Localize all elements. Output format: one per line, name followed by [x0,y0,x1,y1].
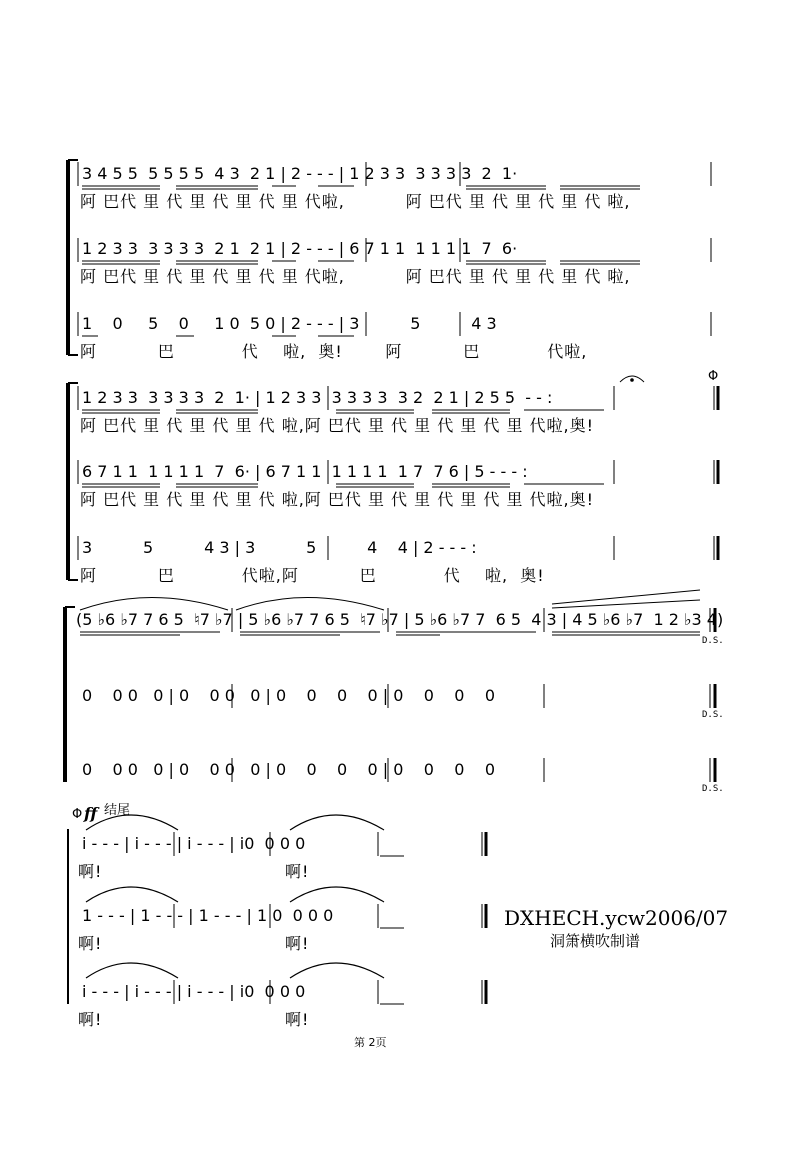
slur [290,887,384,902]
slur [86,887,178,902]
lyric-line: 啊! 啊! [78,1010,310,1029]
page-number: 第 2页 [354,1036,387,1049]
crescendo-line [552,590,700,604]
lyric-line: 阿 巴代 里 代 里 代 里 代 里 代啦, 阿 巴代 里 代 里 代 里 代 啦, [80,267,631,286]
beam [80,632,700,635]
fermata-dot [631,379,634,382]
beam [82,484,258,487]
beam [336,484,604,487]
melody-line: 6 7 1 1 1 1 1 1 7 6· | 6 7 1 1 1 1 1 1 1 7 7 6 | 5 - - - : [82,462,528,481]
melody-line: 3 5 4 3 | 3 5 4 4 | 2 - - - : [82,538,477,557]
lyric-line: 阿 巴代 里 代 里 代 里 代 啦,阿 巴代 里 代 里 代 里 代 里 代啦,奥! [80,490,595,509]
coda-sign: Φ [72,807,83,822]
beam [380,856,404,1004]
lyric-line: 啊! 啊! [78,862,310,881]
melody-line: 3 4 5 5 5 5 5 5 4 3 2 1 | 2 - - - | 1 2 3 3 3 3 3 3 2 1· [82,164,518,183]
lyric-line: 啊! 啊! [78,934,310,953]
ds-mark: D.S. [702,710,724,720]
lyric-line: 阿 巴 代啦,阿 巴 代 啦, 奥! [80,566,545,585]
watermark-line-1: DXHECH.ycw2006/07 [504,906,729,930]
melody-line: i - - - | i - - - | i - - - | i0 0 0 0 [82,834,306,853]
slur [80,598,228,611]
slur [86,963,178,978]
watermark-line-2: 洞箫横吹制谱 [550,932,641,950]
melody-line: 1 - - - | 1 - - - | 1 - - - | 1 0 0 0 0 [82,906,334,925]
slur [86,815,178,830]
section-label: 结尾 [104,803,131,818]
melody-line: 1 0 5 0 1 0 5 0 | 2 - - - | 3 5 4 3 [82,314,497,333]
melody-line: 1 2 3 3 3 3 3 3 2 1· | 1 2 3 3 3 3 3 3 3 2 2 1 | 2 5 5 - - : [82,388,553,407]
melody-line: (5 ♭6 ♭7 7 6 5 ♮7 ♭7 | 5 ♭6 ♭7 7 6 5 ♮7 ♭7 | 5 ♭6 ♭7 7 6 5 4 3 | 4 5 ♭6 ♭7 1 2 ♭3 4) [76,610,724,629]
dynamic-marking: ff [84,804,98,823]
crescendo-line [552,600,700,608]
beam [336,410,604,413]
melody-line: 0 0 0 0 | 0 0 0 0 | 0 0 0 0 | 0 0 0 0 [82,760,495,779]
slur [290,963,384,978]
slur [236,598,384,611]
beam [82,261,354,264]
melody-line: 1 2 3 3 3 3 3 3 2 1 2 1 | 2 - - - | 6 7 1 1 1 1 1 1 7 6· [82,239,518,258]
slur [290,815,384,830]
lyric-line: 阿 巴代 里 代 里 代 里 代 啦,阿 巴代 里 代 里 代 里 代 里 代啦,奥! [80,416,595,435]
ds-mark: D.S. [702,784,724,794]
beam [82,186,354,189]
beam [82,410,258,413]
ds-mark: D.S. [702,636,724,646]
lyric-line: 阿 巴 代 啦, 奥! 阿 巴 代啦, [80,342,588,361]
melody-line: i - - - | i - - - | i - - - | i0 0 0 0 [82,982,306,1001]
lyric-line: 阿 巴代 里 代 里 代 里 代 里 代啦, 阿 巴代 里 代 里 代 里 代 啦, [80,192,631,211]
melody-line: 0 0 0 0 | 0 0 0 0 | 0 0 0 0 | 0 0 0 0 [82,686,495,705]
beam [466,261,640,264]
beam [466,186,640,189]
coda-sign: Φ [708,369,719,384]
